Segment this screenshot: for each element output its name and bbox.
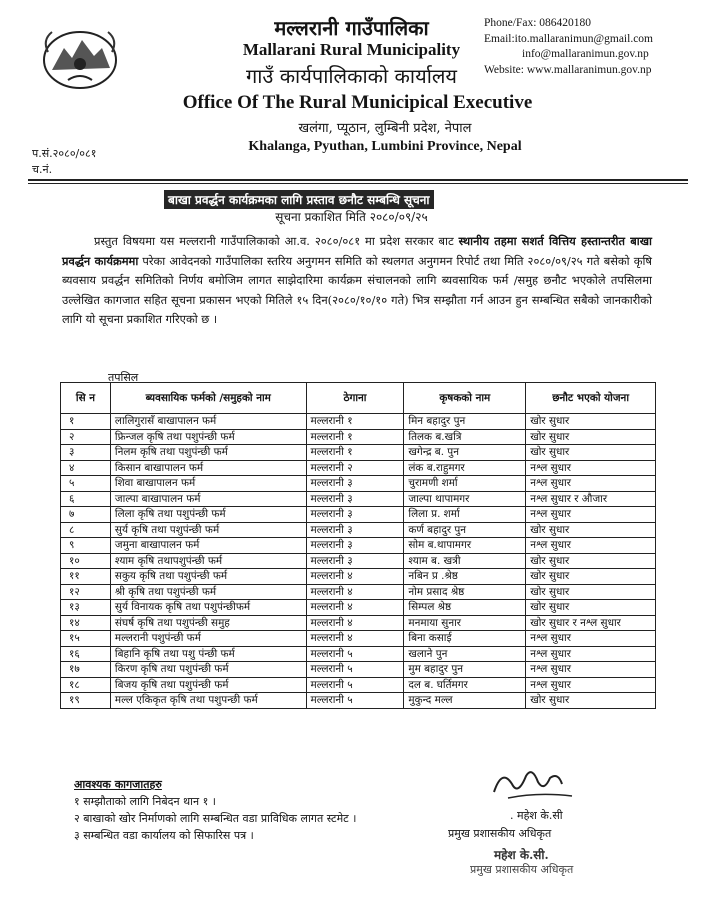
row-sn: ३	[61, 445, 111, 461]
row-sn: १८	[61, 677, 111, 693]
row-sn: १४	[61, 615, 111, 631]
row-address: मल्लरानी १	[306, 414, 404, 430]
row-farmer-name: बिना कसाई	[404, 631, 526, 647]
row-farmer-name: सोम ब.थापामगर	[404, 538, 526, 554]
table-body	[61, 414, 656, 709]
stamp-name: महेश के.सी.	[494, 848, 549, 862]
row-address: मल्लरानी १	[306, 429, 404, 445]
row-sn: १	[61, 414, 111, 430]
row-address: मल्लरानी ४	[306, 584, 404, 600]
row-firm-name: फ्रिन्जल कृषि तथा पशुपंन्छी फर्म	[110, 429, 306, 445]
row-farmer-name: लिला प्र. शर्मा	[404, 507, 526, 523]
row-address: मल्लरानी ५	[306, 662, 404, 678]
row-farmer-name: नोम प्रसाद श्रेष्ठ	[404, 584, 526, 600]
row-farmer-name: मुम बहादुर पुन	[404, 662, 526, 678]
row-sn: १६	[61, 646, 111, 662]
row-address: मल्लरानी ३	[306, 491, 404, 507]
row-firm-name: श्री कृषि तथा पशुपंन्छी फर्म	[110, 584, 306, 600]
table-row	[61, 677, 656, 693]
row-address: मल्लरानी ३	[306, 553, 404, 569]
phone-fax: Phone/Fax: 086420180	[484, 17, 592, 29]
row-address: मल्लरानी ५	[306, 646, 404, 662]
municipality-title-nepali: मल्लरानी गाउँपालिका	[274, 16, 429, 40]
table-row	[61, 646, 656, 662]
email-primary: Email:ito.mallaranimun@gmail.com	[484, 32, 653, 45]
row-firm-name: किरण कृषि तथा पशुपंन्छी फर्म	[110, 662, 306, 678]
row-address: मल्लरानी ४	[306, 600, 404, 616]
row-firm-name: संघर्ष कृषि तथा पशुपंन्छी समुह	[110, 615, 306, 631]
row-firm-name: किसान बाखापालन फर्म	[110, 460, 306, 476]
row-sn: ५	[61, 476, 111, 492]
row-sn: २	[61, 429, 111, 445]
document-item: २ बाखाको खोर निर्माणको लागि सम्बन्धित वडा प्राविधिक लागत स्टमेट ।	[74, 812, 357, 825]
row-sn: १३	[61, 600, 111, 616]
row-address: मल्लरानी ४	[306, 615, 404, 631]
patra-sankhya: प.सं.२०८०/०८१	[32, 147, 97, 160]
row-selected-plan: नश्ल सुधार	[526, 631, 656, 647]
notice-date: सूचना प्रकाशित मिति २०८०/०९/२५	[275, 210, 428, 224]
row-farmer-name: मनमाया सुनार	[404, 615, 526, 631]
row-sn: ६	[61, 491, 111, 507]
row-selected-plan: खोर सुधार	[526, 429, 656, 445]
signatory-title: प्रमुख प्रशासकीय अधिकृत	[448, 827, 552, 840]
row-farmer-name: दल ब. घर्तिमगर	[404, 677, 526, 693]
row-selected-plan: नश्ल सुधार	[526, 646, 656, 662]
header-divider	[28, 179, 688, 181]
table-row	[61, 631, 656, 647]
row-farmer-name: सिम्पल श्रेष्ठ	[404, 600, 526, 616]
signatory-name: . महेश के.सी	[510, 809, 563, 822]
header-selected-plan: छनौट भएको योजना	[526, 383, 656, 414]
header-firm-name: ब्यवसायिक फर्मको /समुहको नाम	[110, 383, 306, 414]
row-farmer-name: चुरामणी शर्मा	[404, 476, 526, 492]
required-documents	[74, 776, 356, 844]
row-farmer-name: खलाने पुन	[404, 646, 526, 662]
email-secondary: info@mallaranimun.gov.np	[522, 48, 649, 60]
address-nepali: खलंगा, प्यूठान, लुम्बिनी प्रदेश, नेपाल	[298, 121, 472, 136]
table-row	[61, 507, 656, 523]
header-sn: सि न	[61, 383, 111, 414]
table-row	[61, 553, 656, 569]
row-selected-plan: खोर सुधार	[526, 553, 656, 569]
table-row	[61, 460, 656, 476]
table-row	[61, 414, 656, 430]
row-farmer-name: तिलक ब.खत्रि	[404, 429, 526, 445]
row-selected-plan: नश्ल सुधार	[526, 662, 656, 678]
row-farmer-name: कर्ण बहादुर पुन	[404, 522, 526, 538]
row-selected-plan: खोर सुधार	[526, 445, 656, 461]
row-address: मल्लरानी ५	[306, 693, 404, 709]
row-farmer-name: श्याम ब. खत्री	[404, 553, 526, 569]
header-address: ठेगाना	[306, 383, 404, 414]
row-sn: १२	[61, 584, 111, 600]
row-selected-plan: नश्ल सुधार	[526, 460, 656, 476]
row-address: मल्लरानी २	[306, 460, 404, 476]
row-address: मल्लरानी १	[306, 445, 404, 461]
table-row	[61, 584, 656, 600]
notice-body-part-2: परेका आवेदनको गाउँपालिका स्तरिय अनुगमन समिति को स्थलगत अनुगमन रिपोर्ट तथा मिति २०८०/०९/२५ गते बसेको कृषि ब्यवसाय प्रवर्द्धन समितिको निर्णय बमोजिम लागत साझेदारिमा कार्यक्रम संचालनको लागि ब्यवसायिक फर्म /समुह छनौट भएकोले तपसिलमा उल्लेखित कागजात सहित सूचना प्रकासन भएको मितिले १५ दिन(२०८०/१०/१० गते) भित्र सम्झौता गर्न आउन हुन सम्बन्धित सबैको जानकारीको लागि यो सूचना प्रकाशित गरिएको छ ।	[62, 253, 652, 326]
row-selected-plan: खोर सुधार र नश्ल सुधार	[526, 615, 656, 631]
handwritten-signature	[488, 762, 578, 806]
row-firm-name: बिहानि कृषि तथा पशु पंन्छी फर्म	[110, 646, 306, 662]
row-selected-plan: नश्ल सुधार	[526, 677, 656, 693]
row-address: मल्लरानी ३	[306, 507, 404, 523]
document-item: ३ सम्बन्धित वडा कार्यालय को सिफारिस पत्र ।	[74, 829, 254, 842]
row-sn: ४	[61, 460, 111, 476]
table-row	[61, 445, 656, 461]
row-firm-name: लिला कृषि तथा पशुपंन्छी फर्म	[110, 507, 306, 523]
table-header-row	[61, 383, 656, 414]
table-row	[61, 615, 656, 631]
row-firm-name: लालिगुरासँ बाखापालन फर्म	[110, 414, 306, 430]
notice-body-bold: स्थानीय तहमा सशर्त वित्तिय हस्तान्तरीत बाखा प्रवर्द्धन कार्यक्रममा	[62, 234, 652, 268]
row-sn: ८	[61, 522, 111, 538]
stamp-title: प्रमुख प्रशासकीय अधिकृत	[470, 863, 574, 876]
row-selected-plan: नश्ल सुधार	[526, 538, 656, 554]
office-title-english: Office Of The Rural Municipical Executive	[182, 92, 533, 113]
row-firm-name: सुर्य विनायक कृषि तथा पशुपंन्छीफर्म	[110, 600, 306, 616]
office-title-nepali: गाउँ कार्यपालिकाको कार्यालय	[245, 64, 458, 88]
selected-firms-table	[60, 382, 656, 709]
notice-body-part-1: प्रस्तुत विषयमा यस मल्लरानी गाउँपालिकाको आ.व. २०८०/०८१ मा प्रदेश सरकार बाट	[94, 234, 459, 248]
row-farmer-name: खगेन्द्र ब. पुन	[404, 445, 526, 461]
row-selected-plan: खोर सुधार	[526, 522, 656, 538]
row-firm-name: जमुना बाखापालन फर्म	[110, 538, 306, 554]
row-address: मल्लरानी ३	[306, 476, 404, 492]
reference-block	[32, 146, 96, 178]
row-farmer-name: मुकुन्द मल्ल	[404, 693, 526, 709]
row-farmer-name: जाल्पा थापामगर	[404, 491, 526, 507]
municipality-title-english: Mallarani Rural Municipality	[242, 40, 461, 59]
document-item: १ सम्झौताको लागि निबेदन थान १ ।	[74, 795, 216, 808]
documents-heading: आवश्यक कागजातहरु	[74, 778, 162, 791]
table-row	[61, 476, 656, 492]
row-firm-name: निलम कृषि तथा पशुपंन्छी फर्म	[110, 445, 306, 461]
row-selected-plan: नश्ल सुधार र औजार	[526, 491, 656, 507]
contact-block	[484, 16, 653, 78]
notice-title: बाखा प्रवर्द्धन कार्यक्रमका लागि प्रस्ताव छनौट सम्बन्धि सूचना	[164, 190, 434, 209]
table-row	[61, 569, 656, 585]
row-sn: १०	[61, 553, 111, 569]
row-firm-name: श्याम कृषि तथापशुपंन्छी फर्म	[110, 553, 306, 569]
row-firm-name: शिवा बाखापालन फर्म	[110, 476, 306, 492]
row-firm-name: जाल्पा बाखापालन फर्म	[110, 491, 306, 507]
row-address: मल्लरानी ४	[306, 569, 404, 585]
row-sn: ११	[61, 569, 111, 585]
chalani-number: च.नं.	[32, 163, 53, 176]
row-selected-plan: खोर सुधार	[526, 600, 656, 616]
table-row	[61, 429, 656, 445]
row-address: मल्लरानी ३	[306, 538, 404, 554]
row-selected-plan: नश्ल सुधार	[526, 507, 656, 523]
table-row	[61, 600, 656, 616]
table-caption: तपसिल	[108, 371, 139, 384]
row-sn: ९	[61, 538, 111, 554]
header-divider-thin	[28, 183, 688, 184]
row-sn: १५	[61, 631, 111, 647]
row-selected-plan: खोर सुधार	[526, 693, 656, 709]
row-firm-name: बिजय कृषि तथा पशुपंन्छी फर्म	[110, 677, 306, 693]
row-address: मल्लरानी ४	[306, 631, 404, 647]
table-row	[61, 491, 656, 507]
row-sn: ७	[61, 507, 111, 523]
notice-body	[62, 232, 652, 330]
row-selected-plan: खोर सुधार	[526, 584, 656, 600]
address-english: Khalanga, Pyuthan, Lumbini Province, Nepal	[248, 139, 522, 154]
row-firm-name: मल्लरानी पशुपंन्छी फर्म	[110, 631, 306, 647]
row-firm-name: मल्ल एकिकृत कृषि तथा पशुपन्छी फर्म	[110, 693, 306, 709]
row-sn: १७	[61, 662, 111, 678]
row-farmer-name: लंक ब.राहुमगर	[404, 460, 526, 476]
row-address: मल्लरानी ३	[306, 522, 404, 538]
row-selected-plan: नश्ल सुधार	[526, 476, 656, 492]
table-row	[61, 662, 656, 678]
row-selected-plan: खोर सुधार	[526, 569, 656, 585]
table-row	[61, 522, 656, 538]
row-firm-name: सुर्य कृषि तथा पशुपंन्छी फर्म	[110, 522, 306, 538]
row-address: मल्लरानी ५	[306, 677, 404, 693]
row-farmer-name: नबिन प्र .श्रेष्ठ	[404, 569, 526, 585]
website: Website: www.mallaranimun.gov.np	[484, 63, 652, 76]
row-firm-name: सकुय कृषि तथा पशुपंन्छी फर्म	[110, 569, 306, 585]
table-row	[61, 693, 656, 709]
header-farmer-name: कृषकको नाम	[404, 383, 526, 414]
row-farmer-name: मिन बहादुर पुन	[404, 414, 526, 430]
table-row	[61, 538, 656, 554]
row-sn: १९	[61, 693, 111, 709]
row-selected-plan: खोर सुधार	[526, 414, 656, 430]
